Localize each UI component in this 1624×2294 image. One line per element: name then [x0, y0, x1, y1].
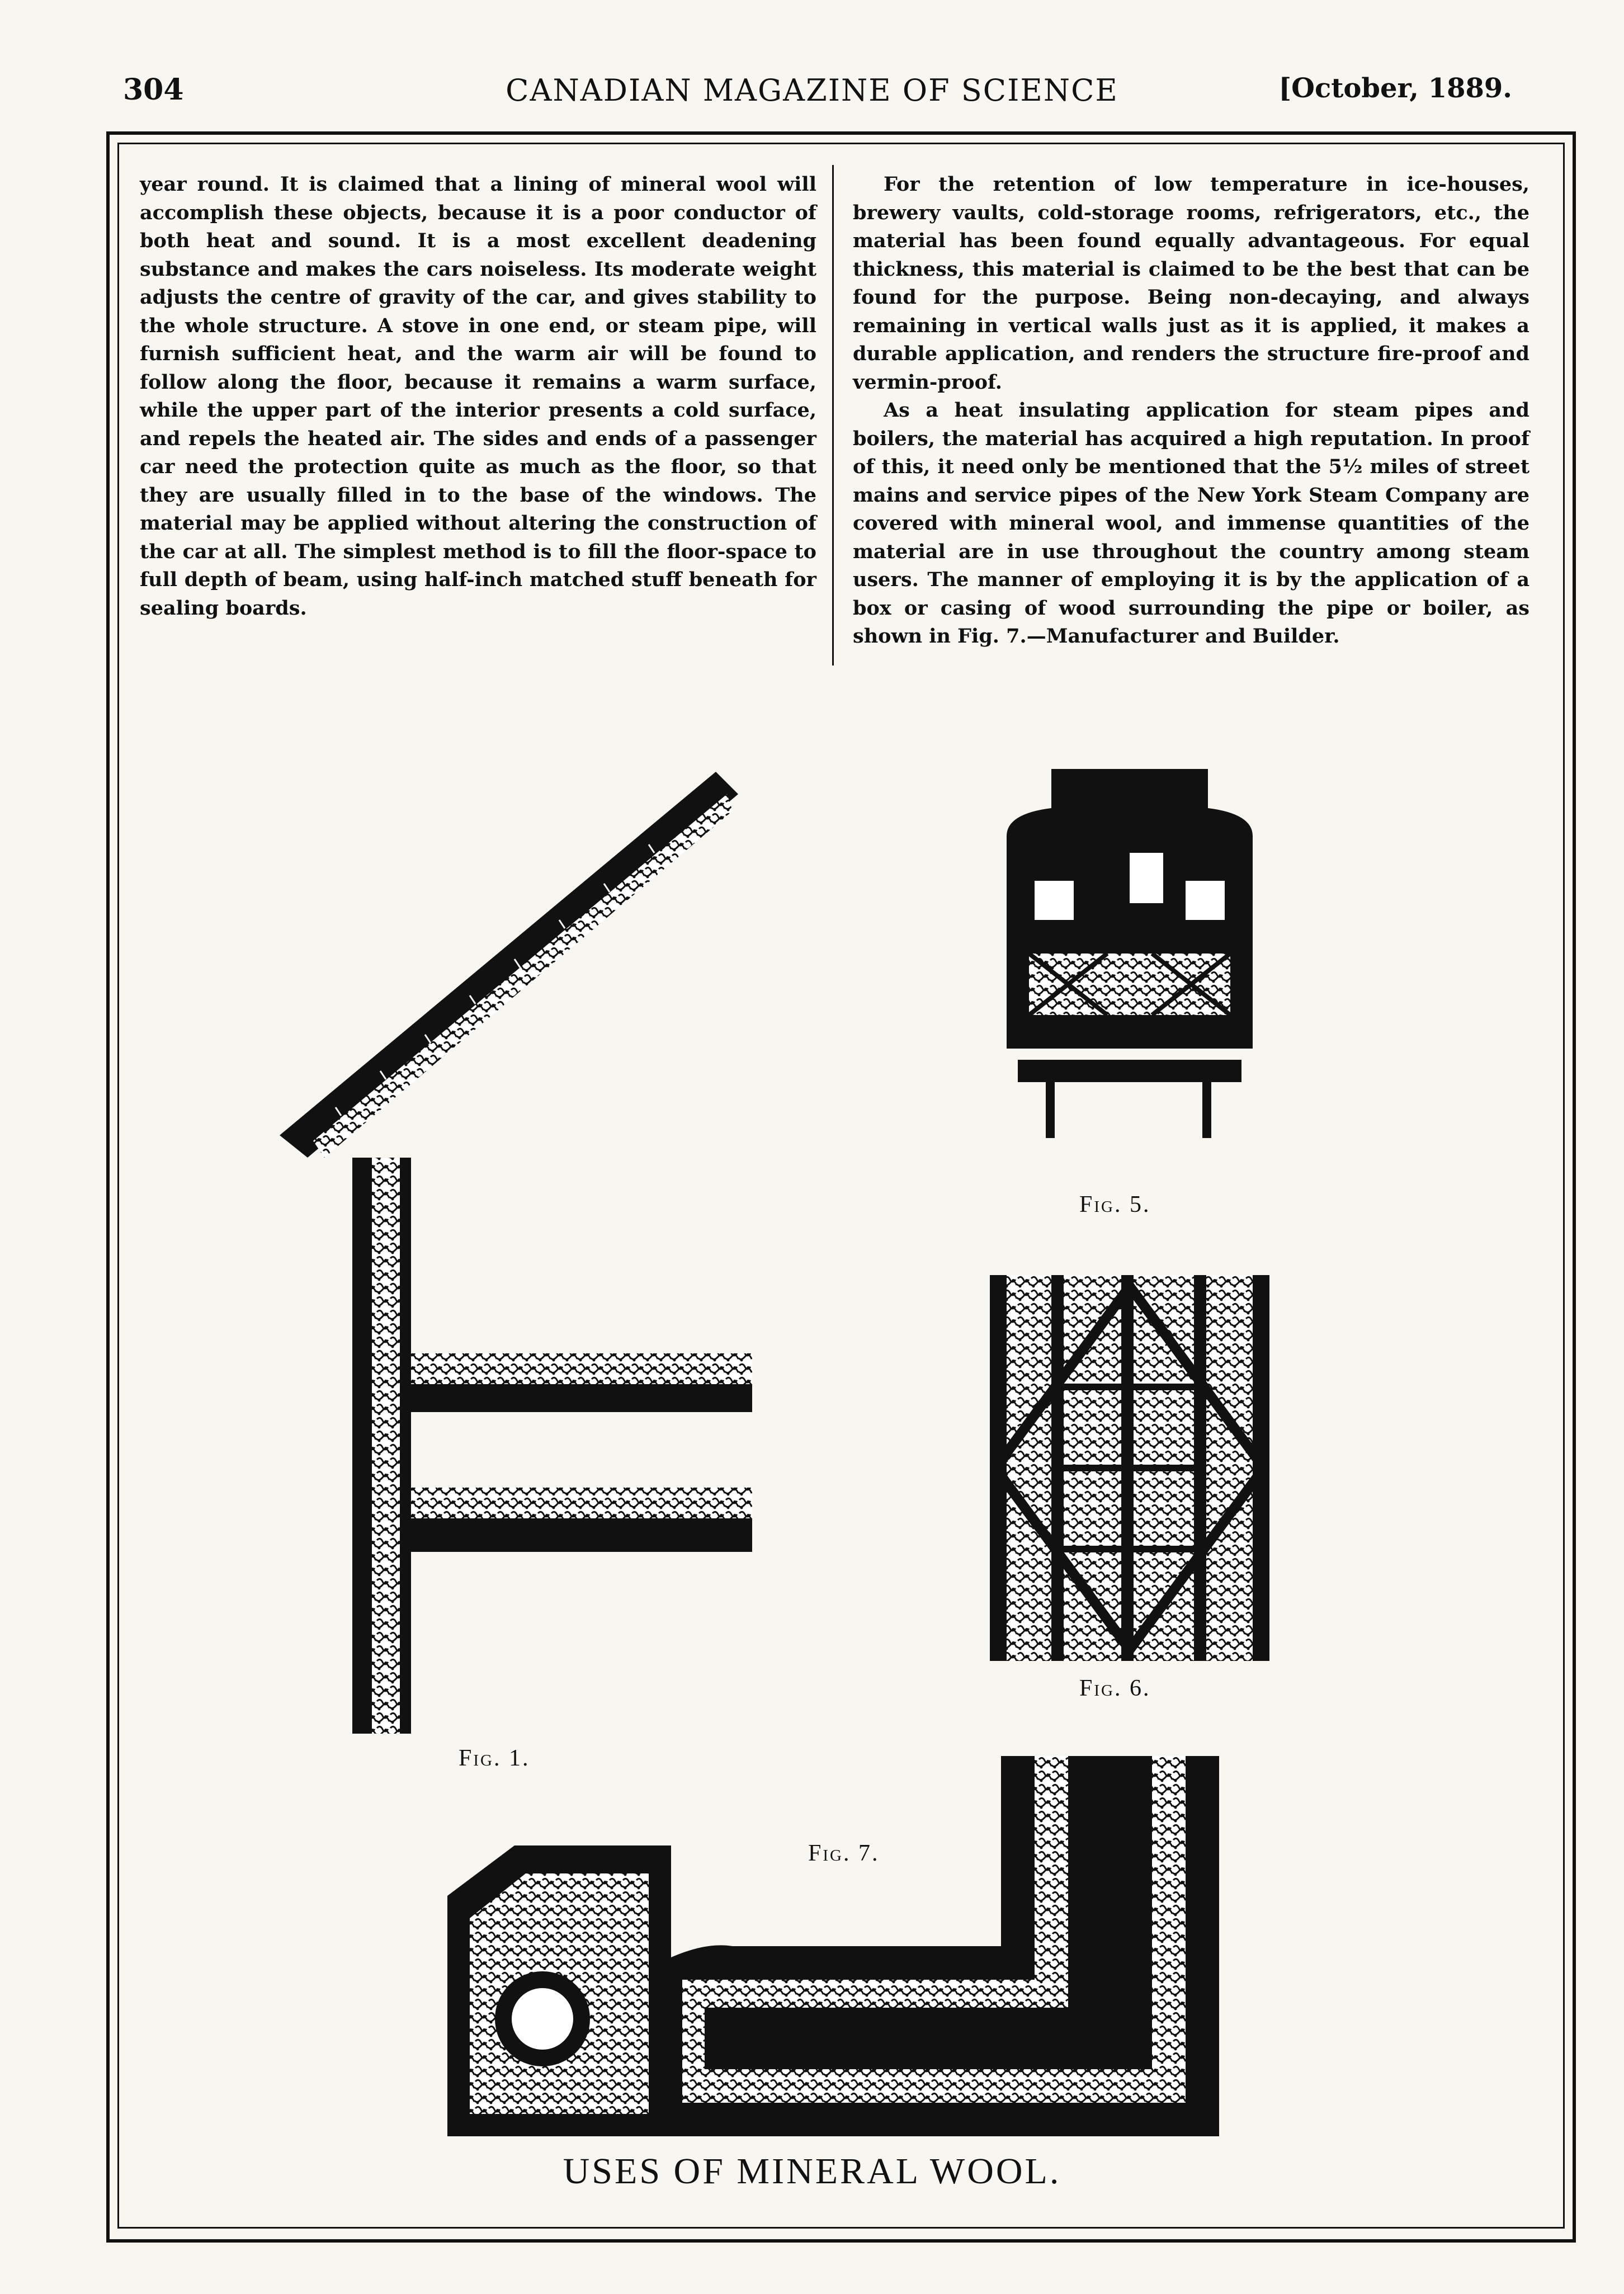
fig-1-illustration: [268, 772, 761, 1734]
fig-7-illustration: [447, 1756, 1219, 2142]
fig-6-illustration: [990, 1275, 1269, 1661]
issue-date: [October, 1889.: [1278, 73, 1512, 104]
right-column: [853, 171, 1529, 651]
running-title: CANADIAN MAGAZINE OF SCIENCE: [506, 73, 1118, 108]
left-column: [140, 171, 816, 622]
page-header: [0, 73, 1624, 117]
plate-title: USES OF MINERAL WOOL.: [563, 2151, 1061, 2192]
right-paragraph-2: As a heat insulating application for steam pipes and boilers, the material has acquired a high reputation. In proof of this, it need only be mentioned that the 5½ miles of street mains and service pipes of the New York Steam Company are covered with mineral wool, and immense quantities of the material are in use throughout the country among steam users. The manner of employing it is by the application of a box or casing of wood surrounding the pipe or boiler, as shown in Fig. 7.—Manufacturer and Builder.: [853, 399, 1529, 648]
left-paragraph-1: year round. It is claimed that a lining of mineral wool will accomplish these objects, because it is a poor conductor of both heat and sound. It is a most excellent deadening substance and makes the cars noiseless. Its moderate weight adjusts the centre of gravity of the car, and gives stability to the whole structure. A stove in one end, or steam pipe, will furnish sufficient heat, and the warm air will be found to follow along the floor, because it remains a warm surface, while the upper part of the interior presents a cold surface, and repels the heated air. The sides and ends of a passenger car need the protection quite as much as the floor, so that they are usually filled in to the base of the windows. The material may be applied without altering the construction of the car at all. The simplest method is to fill the floor-space to full depth of beam, using half-inch matched stuff beneath for sealing boards.: [140, 173, 816, 620]
page-number: 304: [123, 73, 184, 107]
column-divider: [832, 165, 834, 665]
fig-6-caption: Fig. 6.: [1079, 1675, 1151, 1701]
fig-1-caption: Fig. 1.: [459, 1745, 530, 1771]
fig-7-caption: Fig. 7.: [808, 1840, 880, 1866]
fig-5-caption: Fig. 5.: [1079, 1192, 1151, 1217]
right-paragraph-1: For the retention of low temperature in ice-houses, brewery vaults, cold-storage rooms, refrigerators, etc., the material has been found equally advantageous. For equal thickness, this material is claimed to be the best that can be found for the purpose. Being non-decaying, and always remaining in vertical walls just as it is applied, it makes a durable application, and renders the structure fire-proof and vermin-proof.: [853, 173, 1529, 394]
fig-5-illustration: [995, 769, 1264, 1149]
